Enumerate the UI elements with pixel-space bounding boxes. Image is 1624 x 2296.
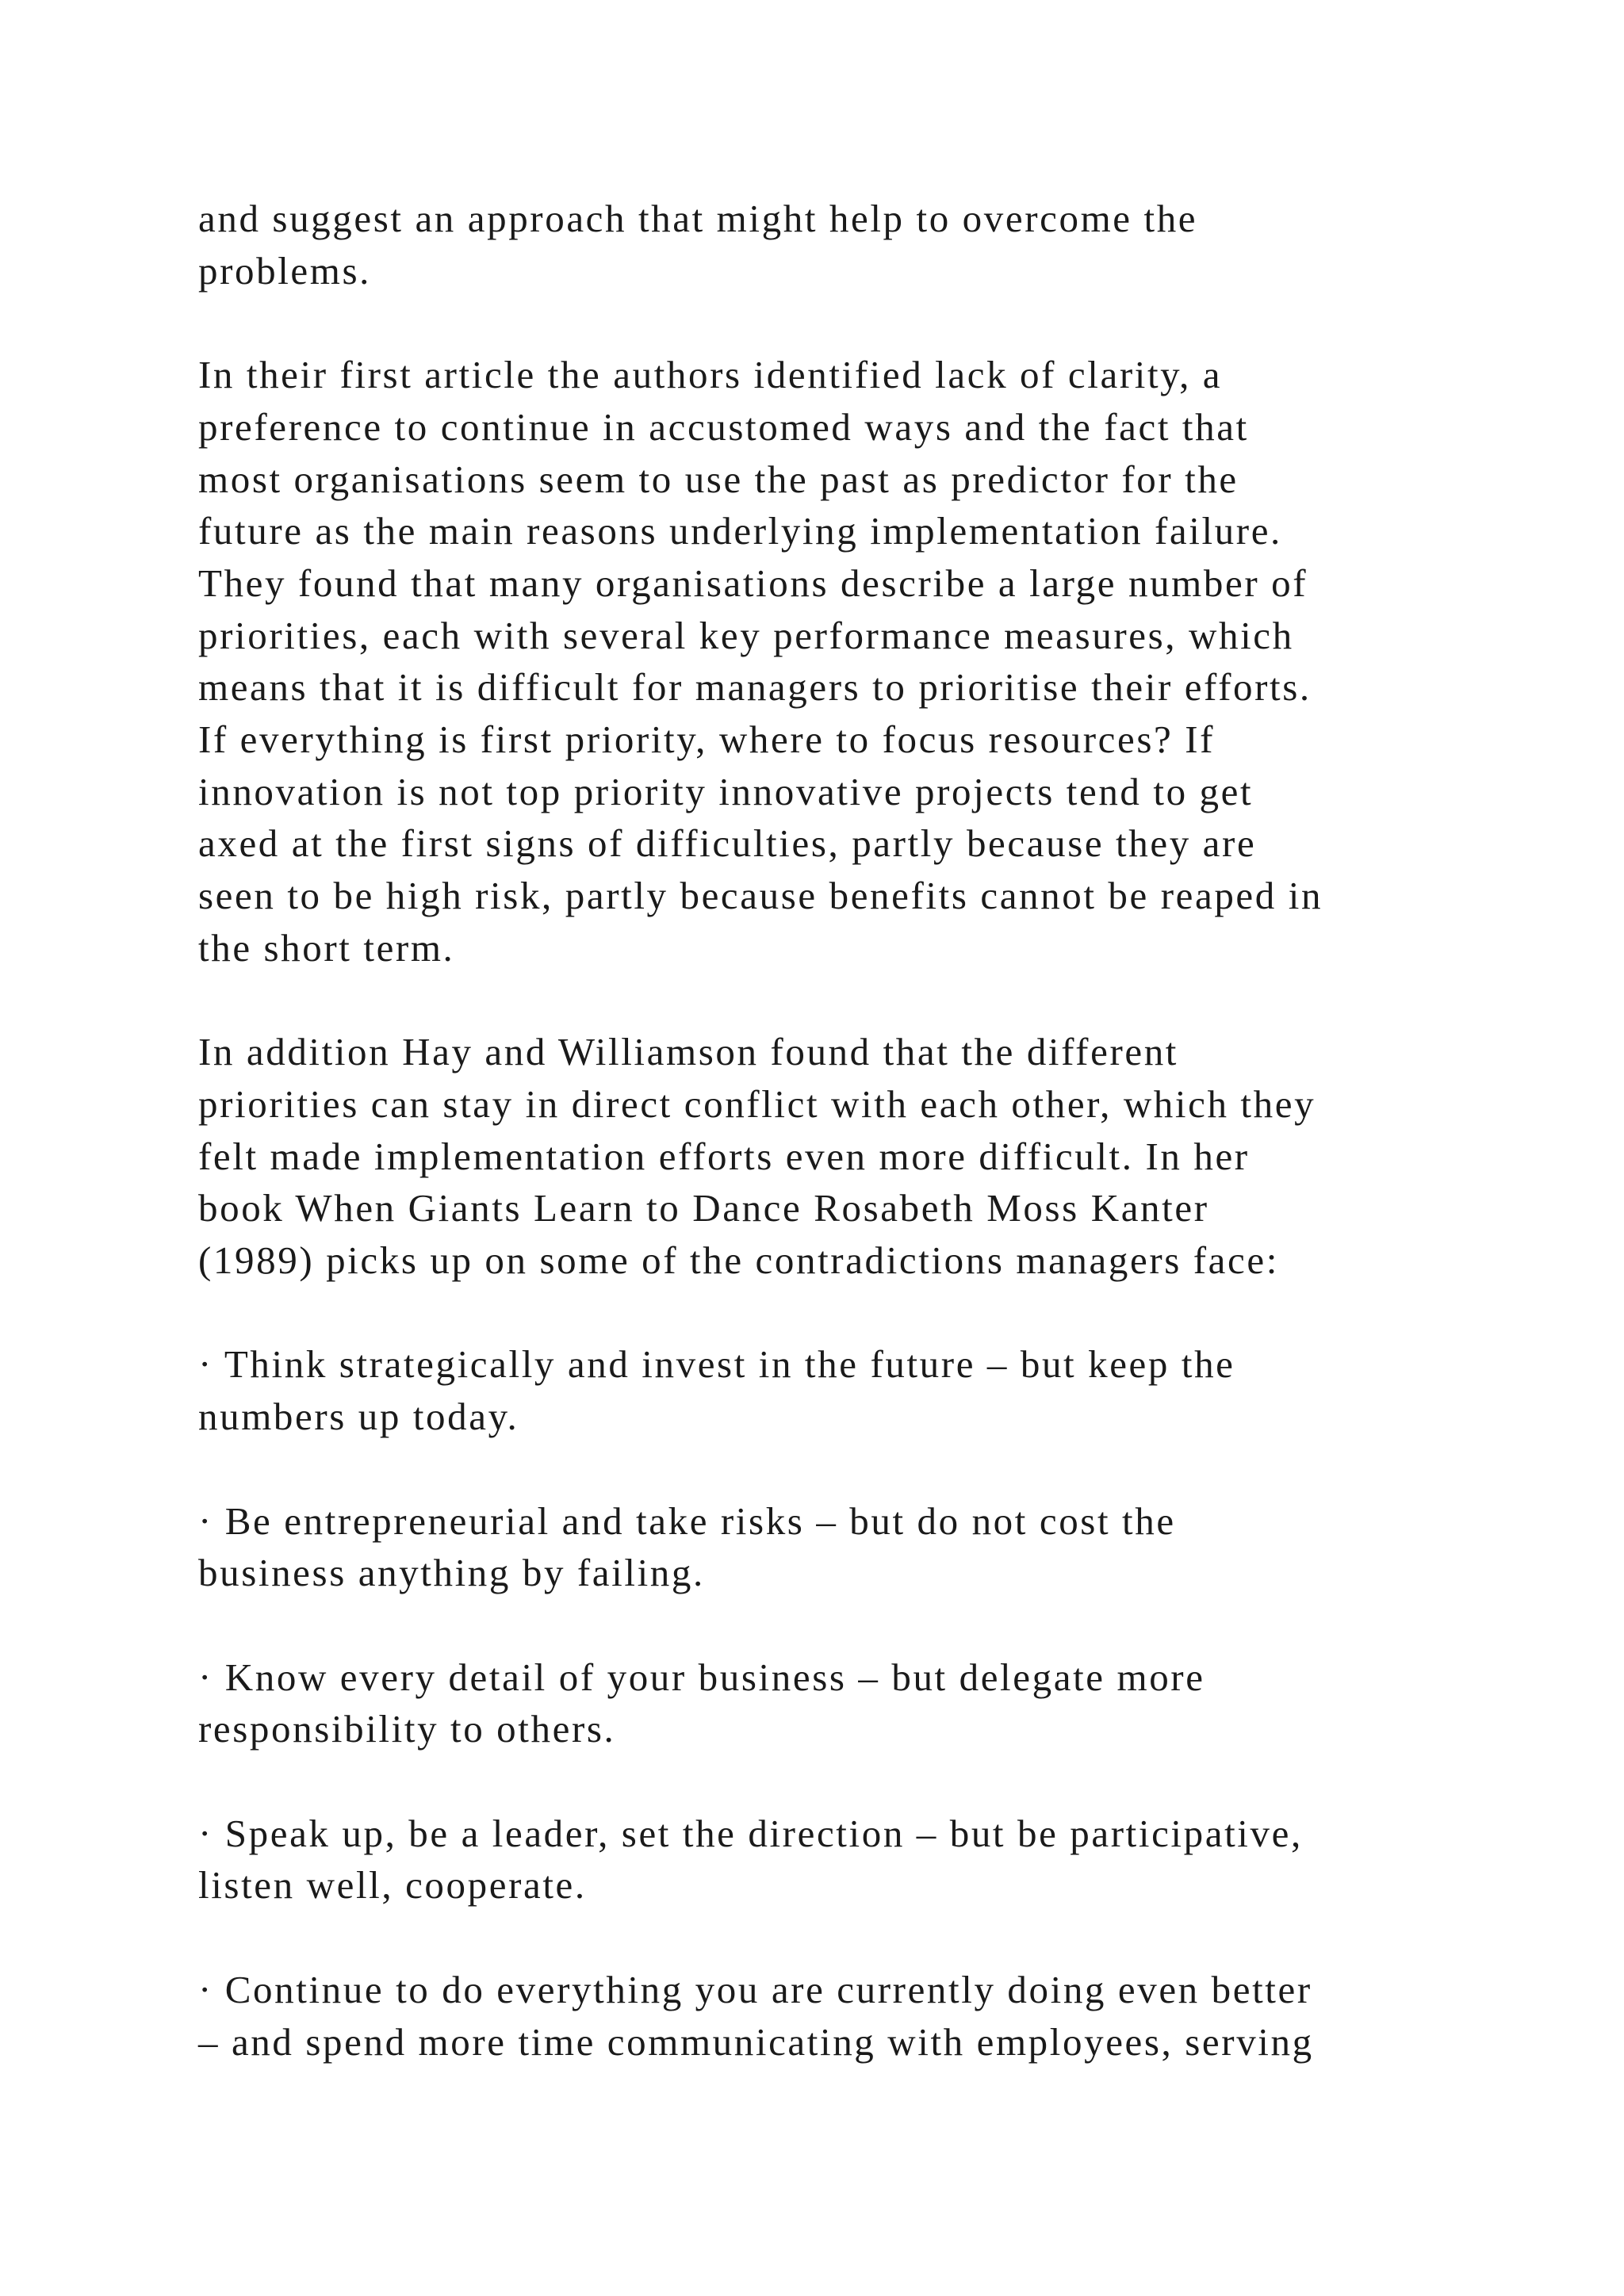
text-line: and suggest an approach that might help to overcome the (198, 197, 1198, 240)
text-line: means that it is difficult for managers to prioritise their efforts. (198, 665, 1312, 710)
text-line: · Continue to do everything you are currently doing even better (198, 1967, 1312, 2011)
text-line: felt made implementation efforts even more difficult. In her (198, 1134, 1250, 1178)
text-line: priorities, each with several key performance measures, which (198, 613, 1294, 657)
paragraph-intro (198, 193, 1499, 297)
text-line: priorities can stay in direct conflict with each other, which they (198, 1081, 1316, 1126)
text-line: preference to continue in accustomed ways and the fact that (198, 404, 1249, 449)
paragraph-first-article (198, 349, 1499, 974)
bullet-be-entrepreneurial (198, 1495, 1499, 1599)
text-line: seen to be high risk, partly because benefits cannot be reaped in (198, 874, 1323, 918)
text-line: listen well, cooperate. (198, 1863, 587, 1908)
text-line: They found that many organisations describe a large number of (198, 561, 1308, 605)
bullet-know-every-detail (198, 1651, 1499, 1755)
text-line: – and spend more time communicating with employees, serving (198, 2019, 1314, 2064)
text-line: · Be entrepreneurial and take risks – but do not cost the (198, 1498, 1176, 1543)
text-line: In their first article the authors identified lack of clarity, a (198, 353, 1223, 397)
text-line: · Speak up, be a leader, set the direction – but be participative, (198, 1811, 1303, 1855)
document-body (198, 193, 1499, 2120)
paragraph-hay-williamson (198, 1026, 1499, 1287)
text-line: If everything is first priority, where to focus resources? If (198, 718, 1216, 762)
bullet-speak-up (198, 1808, 1499, 1911)
text-line: problems. (198, 248, 372, 293)
text-line: (1989) picks up on some of the contradictions managers face: (198, 1238, 1279, 1283)
text-line: In addition Hay and Williamson found that the different (198, 1030, 1179, 1074)
text-line: · Know every detail of your business – but delegate more (198, 1655, 1205, 1699)
text-line: most organisations seem to use the past as predictor for the (198, 457, 1239, 501)
bullet-think-strategically (198, 1338, 1499, 1442)
text-line: innovation is not top priority innovative projects tend to get (198, 769, 1254, 813)
bullet-continue-doing (198, 1964, 1499, 2068)
text-line: business anything by failing. (198, 1551, 705, 1595)
text-line: numbers up today. (198, 1395, 519, 1439)
text-line: · Think strategically and invest in the future – but keep the (198, 1342, 1235, 1387)
text-line: responsibility to others. (198, 1707, 616, 1751)
text-line: future as the main reasons underlying implementation failure. (198, 509, 1282, 553)
text-line: book When Giants Learn to Dance Rosabeth Moss Kanter (198, 1186, 1209, 1230)
text-line: axed at the first signs of difficulties, partly because they are (198, 821, 1257, 866)
text-line: the short term. (198, 925, 455, 970)
